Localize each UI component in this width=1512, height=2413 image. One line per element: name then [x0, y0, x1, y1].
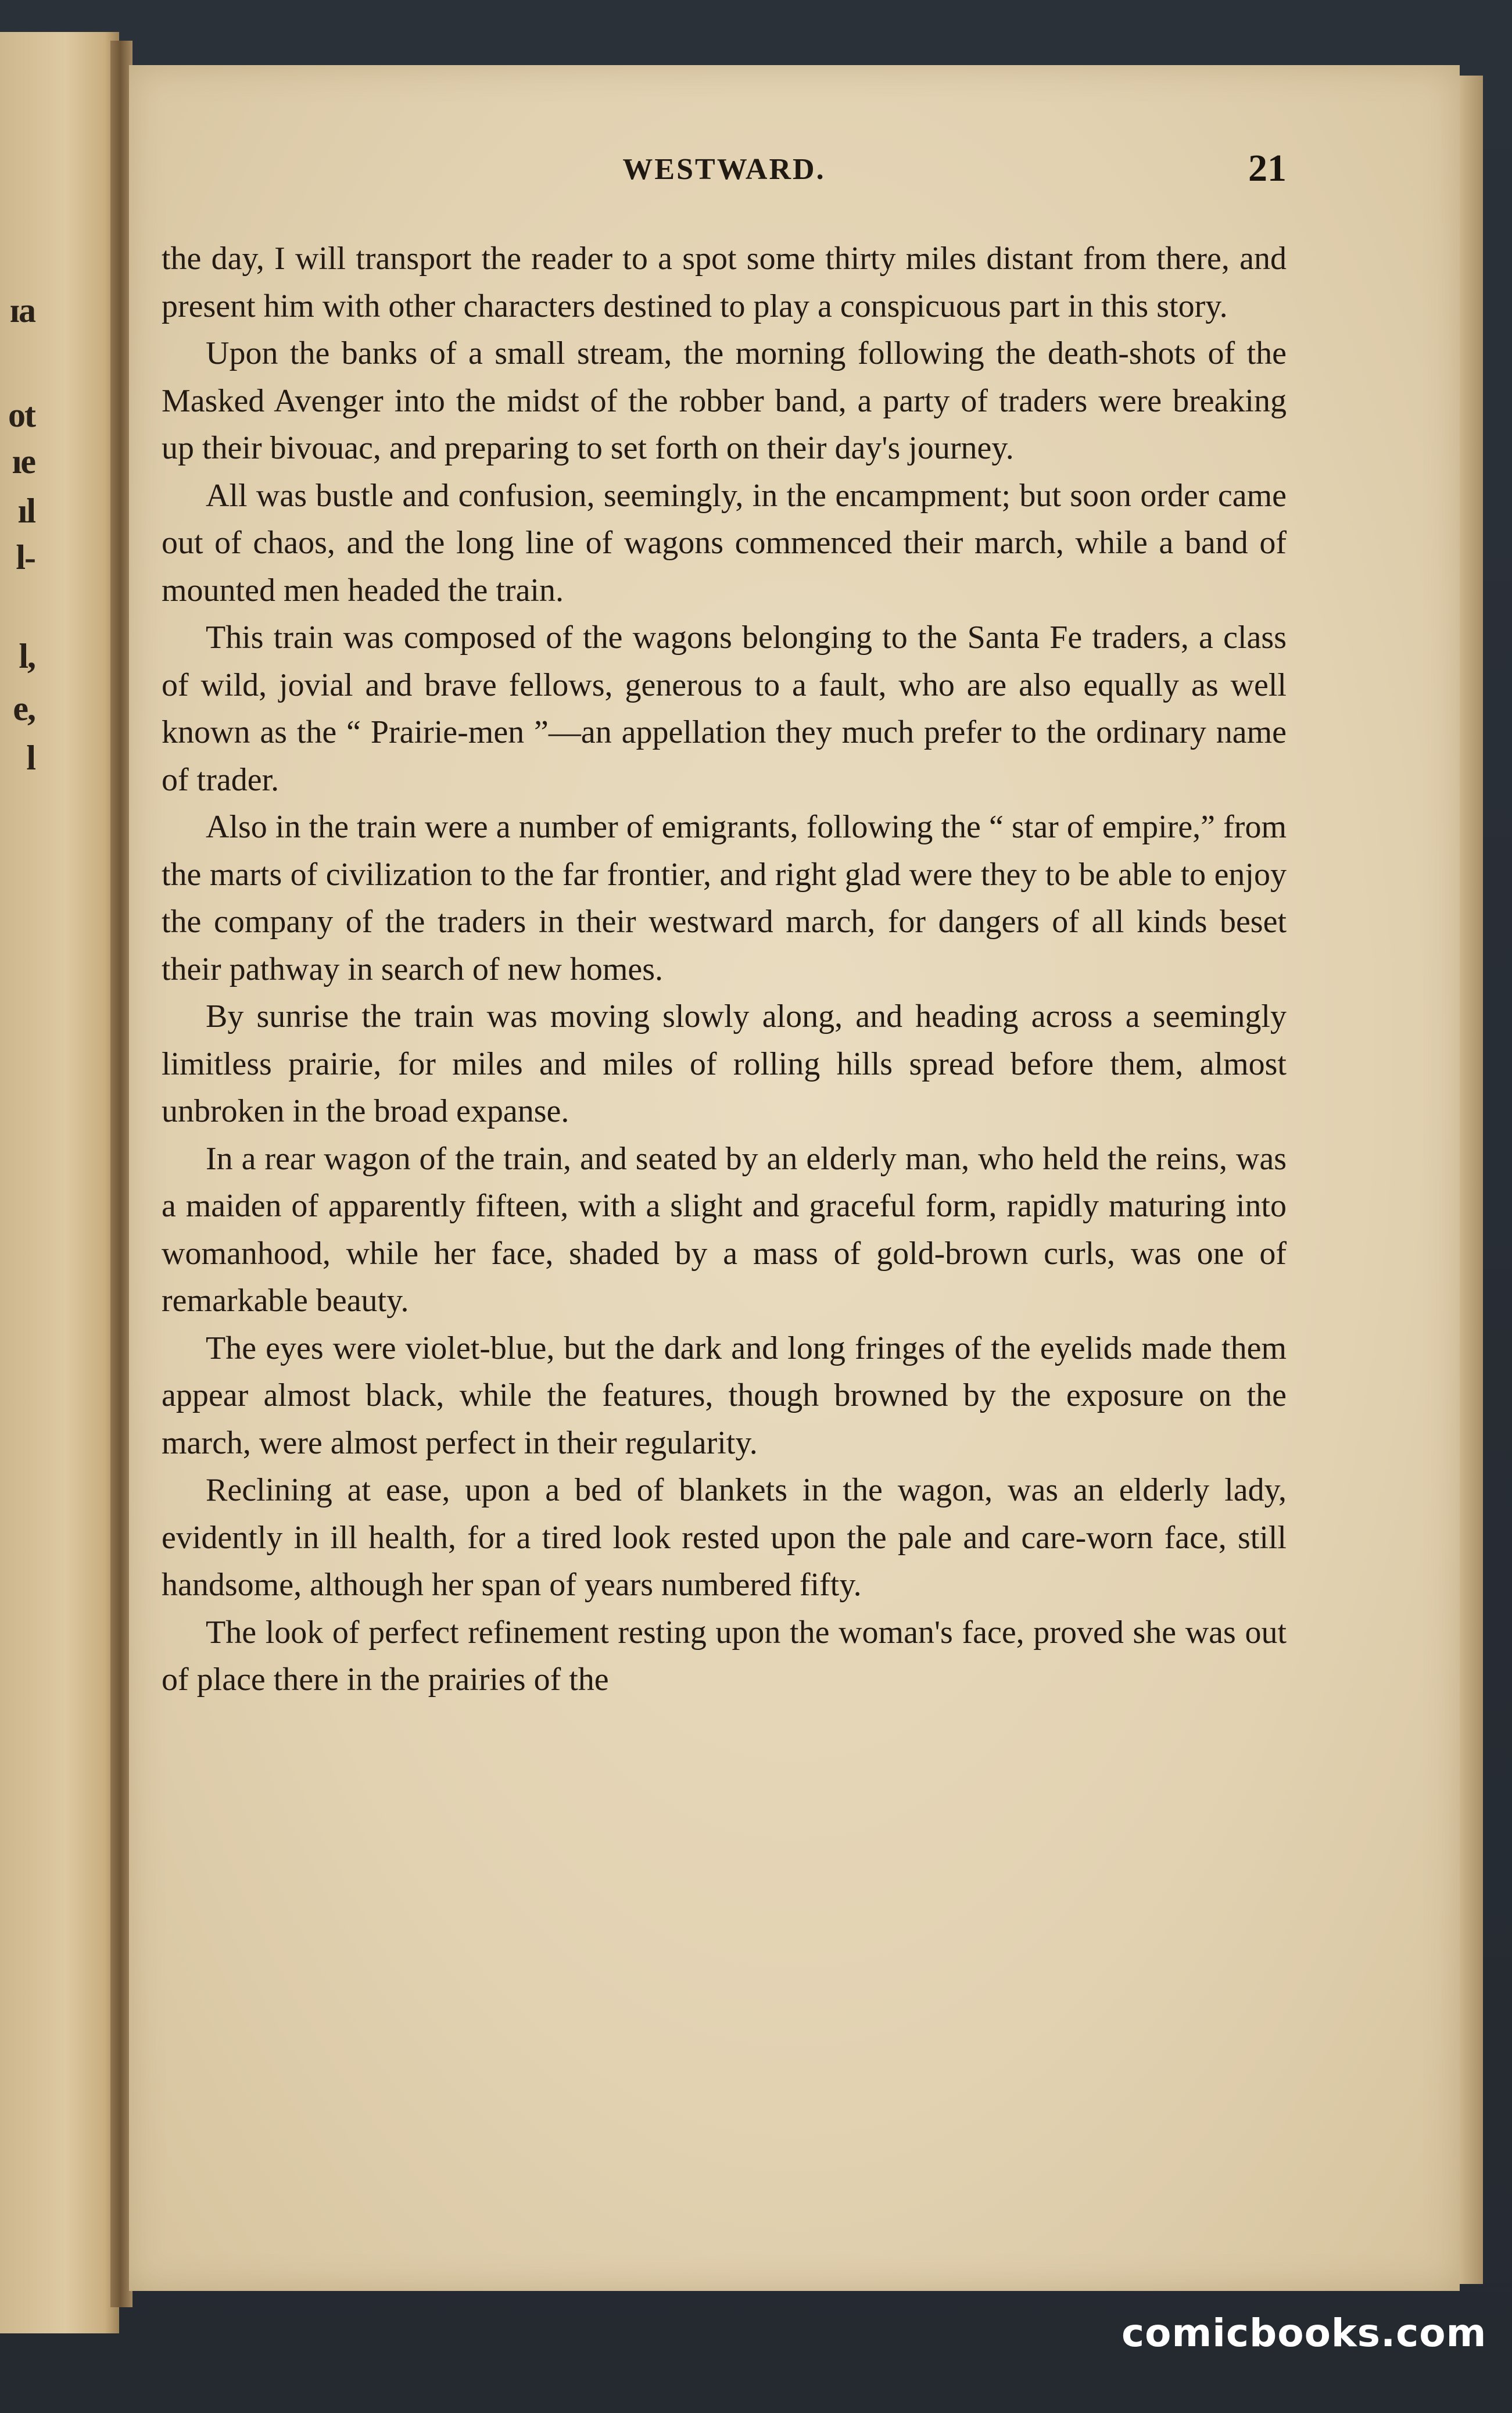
running-header — [162, 147, 1287, 199]
facing-page-edge — [0, 32, 119, 2333]
paragraph: All was bustle and confusion, seemingly, in the encampment; but soon order came out of chaos, and the long line of wagons commenced their march, while a band of mounted men headed the train. — [162, 477, 1287, 608]
facing-page-fragment: ɪa — [9, 291, 35, 330]
paragraph: The look of perfect refinement resting upon the woman's face, proved she was out of place there in the prairies of the — [162, 1614, 1287, 1698]
facing-page-fragment: ıl — [17, 492, 35, 530]
facing-page-fragment: l — [26, 739, 35, 777]
paragraph: the day, I will transport the reader to a spot some thirty miles distant from there, and present him with other characters destined to play a conspicuous part in this story. — [162, 241, 1287, 324]
watermark: comicbooks.com — [1122, 2311, 1487, 2355]
facing-page-fragment: ot — [8, 396, 35, 434]
paragraph: Reclining at ease, upon a bed of blankets in the wagon, was an elderly lady, evidently in ill health, for a tired look rested upon the pale and care-worn face, still handsome, although her span of years numbered fifty. — [162, 1472, 1287, 1603]
body-text — [162, 235, 1287, 1704]
paragraph: The eyes were violet-blue, but the dark and long fringes of the eyelids made them appear almost black, while the features, though browned by the exposure on the march, were almost perfect in their regularity. — [162, 1330, 1287, 1461]
page-edge — [1460, 76, 1483, 2284]
paragraph: By sunrise the train was moving slowly along, and heading across a seemingly limitless prairie, for miles and miles of rolling hills spread before them, almost unbroken in the broad expanse. — [162, 998, 1287, 1129]
facing-page-fragment: e, — [13, 689, 35, 728]
paragraph: Also in the train were a number of emigrants, following the “ star of empire,” from the marts of civilization to the far frontier, and right glad were they to be able to enjoy the company of the traders in their westward march, for dangers of all kinds beset their pathway in search of new homes. — [162, 809, 1287, 987]
page-number: 21 — [1248, 147, 1287, 189]
paragraph: This train was composed of the wagons belonging to the Santa Fe traders, a class of wild, jovial and brave fellows, generous to a fault, who are also equally as well known as the “ Prairie-men ”—an appellation they much prefer to the ordinary name of trader. — [162, 620, 1287, 798]
facing-page-fragment: l- — [16, 538, 35, 577]
running-title: WESTWARD. — [622, 153, 826, 186]
paragraph: Upon the banks of a small stream, the morning following the death-shots of the Masked Avenger into the midst of the robber band, a party of traders were breaking up their bivouac, and preparing to set forth on their day's journey. — [162, 335, 1287, 466]
facing-page-fragment: ıe — [12, 442, 35, 481]
facing-page-fragment: l, — [19, 637, 35, 675]
paragraph: In a rear wagon of the train, and seated by an elderly man, who held the reins, was a maiden of apparently fifteen, with a slight and graceful form, rapidly maturing into womanhood, while her face, shaded by a mass of gold-brown curls, was one of remarkable beauty. — [162, 1140, 1287, 1319]
